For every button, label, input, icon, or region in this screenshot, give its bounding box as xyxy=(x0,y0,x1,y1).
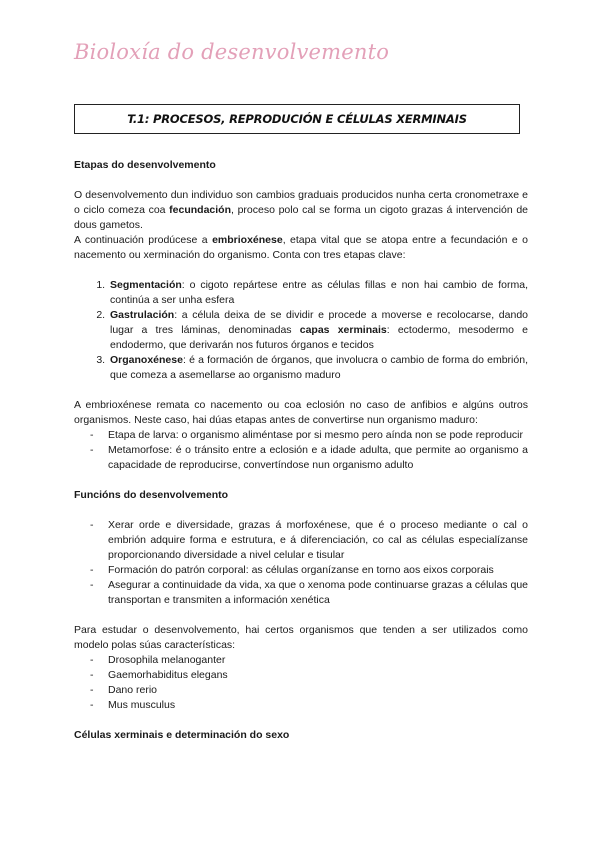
document-body xyxy=(74,158,528,743)
topic-title: T.1: PROCESOS, REPRODUCIÓN E CÉLULAS XERMINAIS xyxy=(127,112,467,126)
list-item: - Xerar orde e diversidade, grazas á morfoxénese, que é o proceso mediante o cal o embrión adquire forma e estrutura, e á diferenciación, co cal as células especialízanse proporcionando diversidade a nivel celular e tisular xyxy=(74,518,528,563)
list-item: 1. Segmentación: o cigoto repártese entre as células fillas e non hai cambio de forma, continúa a ser unha esfera xyxy=(108,278,528,308)
functions-list xyxy=(74,518,528,608)
list-item: - Etapa de larva: o organismo aliméntase por si mesmo pero aínda non se pode reproducir xyxy=(74,428,528,443)
stages-list xyxy=(74,278,528,383)
paragraph-fecundation: O desenvolvemento dun individuo son cambios graduais producidos nunha certa cronometraxe e o ciclo comeza coa fecundación, proceso polo cal se forma un cigoto grazas á intervención de dous gametos. xyxy=(74,189,528,231)
list-item: - Mus musculus xyxy=(74,698,528,713)
organisms-list xyxy=(74,653,528,713)
extra-stages-list xyxy=(74,428,528,473)
section-heading-stages: Etapas do desenvolvemento xyxy=(74,159,216,171)
topic-title-box xyxy=(74,104,520,134)
list-item: - Metamorfose: é o tránsito entre a eclosión e a idade adulta, que permite ao organismo a capacidade de reproducirse, convertíndose nun organismo adulto xyxy=(74,443,528,473)
term-embryogenesis: embrioxénese xyxy=(212,234,283,246)
list-item: - Gaemorhabiditus elegans xyxy=(74,668,528,683)
page-title: Bioloxía do desenvolvemento xyxy=(74,40,390,64)
paragraph-model-organisms: Para estudar o desenvolvemento, hai certos organismos que tenden a ser utilizados como modelo polas súas características: xyxy=(74,624,528,651)
paragraph-hatching: A embrioxénese remata co nacemento ou coa eclosión no caso de anfibios e algúns outros organismos. Neste caso, hai dúas etapas antes de convertirse nun organismo maduro: xyxy=(74,399,528,426)
list-item: 2. Gastrulación: a célula deixa de se dividir e procede a moverse e recolocarse, dando lugar a tres láminas, denominadas capas xerminais: ectodermo, mesodermo e endodermo, que derivarán nos futuros órganos e tecidos xyxy=(108,308,528,353)
list-item: - Asegurar a continuidade da vida, xa que o xenoma pode continuarse grazas a células que transportan e transmiten a información xenética xyxy=(74,578,528,608)
paragraph-embryogenesis: A continuación prodúcese a embrioxénese, etapa vital que se atopa entre a fecundación e o nacemento ou xerminación do organismo. Conta con tres etapas clave: xyxy=(74,234,528,261)
term-fecundation: fecundación xyxy=(169,204,231,216)
section-heading-functions: Funcións do desenvolvemento xyxy=(74,489,229,501)
list-item: 3. Organoxénese: é a formación de órganos, que involucra o cambio de forma do embrión, que comeza a asemellarse ao organismo maduro xyxy=(108,353,528,383)
section-heading-germ-cells: Células xerminais e determinación do sexo xyxy=(74,729,290,741)
list-item: - Formación do patrón corporal: as células organízanse en torno aos eixos corporais xyxy=(74,563,528,578)
list-item: - Drosophila melanoganter xyxy=(74,653,528,668)
list-item: - Dano rerio xyxy=(74,683,528,698)
